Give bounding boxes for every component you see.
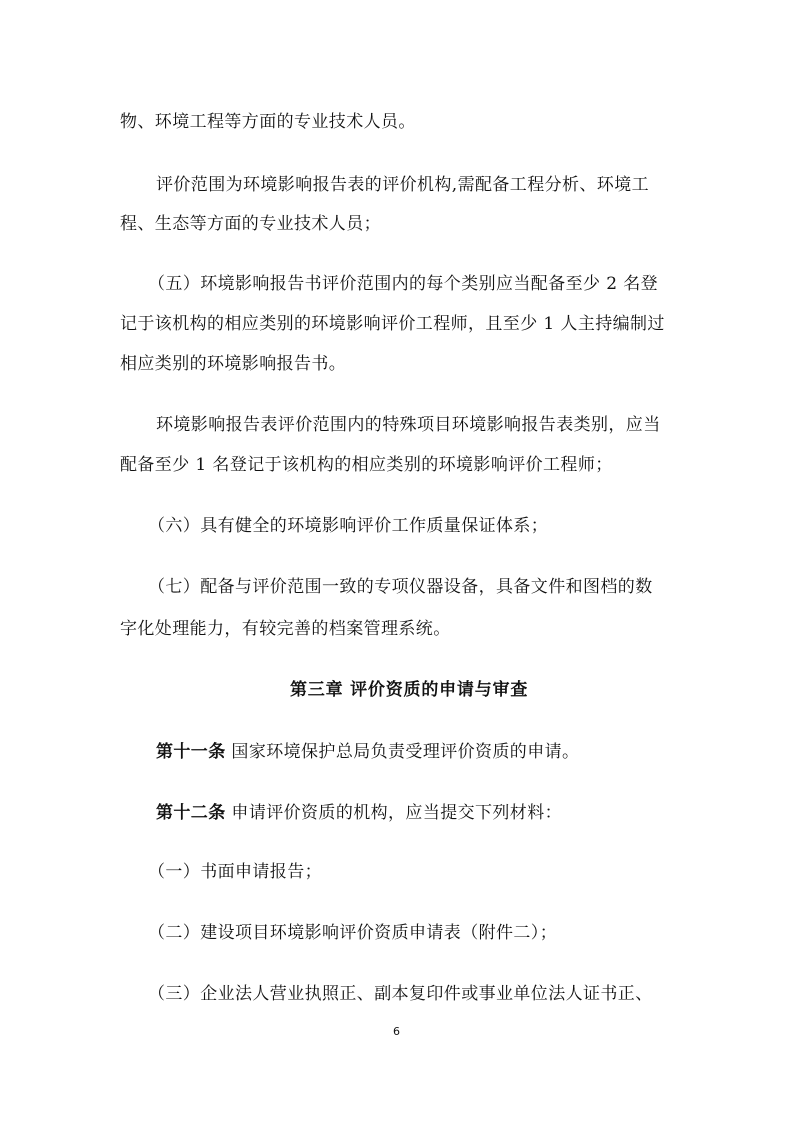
article-12-label: 第十二条 <box>156 803 226 823</box>
paragraph-line: 配备至少 1 名登记于该机构的相应类别的环境影响评价工程师； <box>120 455 613 475</box>
paragraph-line: （六）具有健全的环境影响评价工作质量保证体系； <box>148 516 549 536</box>
paragraph-line: 物、环境工程等方面的专业技术人员。 <box>120 112 416 132</box>
paragraph-line: 相应类别的环境影响报告书。 <box>120 354 347 374</box>
list-item: （一）书面申请报告； <box>148 862 322 882</box>
article-11-text: 国家环境保护总局负责受理评价资质的申请。 <box>225 742 580 762</box>
paragraph-line: 字化处理能力，有较完善的档案管理系统。 <box>120 619 451 639</box>
article-11 <box>156 740 579 764</box>
paragraph-line: （五）环境影响报告书评价范围内的每个类别应当配备至少 2 名登 <box>148 274 659 294</box>
paragraph-line: （七）配备与评价范围一致的专项仪器设备，具备文件和图档的数 <box>148 577 653 597</box>
paragraph-line: 记于该机构的相应类别的环境影响评价工程师，且至少 1 人主持编制过 <box>120 314 665 334</box>
paragraph-line: 程、生态等方面的专业技术人员； <box>120 214 381 234</box>
article-11-label: 第十一条 <box>156 742 226 762</box>
page-number: 6 <box>393 1025 400 1038</box>
chapter-title: 第三章 评价资质的申请与审查 <box>290 680 529 700</box>
paragraph-line: 评价范围为环境影响报告表的评价机构,需配备工程分析、环境工 <box>156 175 650 195</box>
article-12 <box>156 801 562 825</box>
list-item: （二）建设项目环境影响评价资质申请表（附件二）； <box>148 923 558 943</box>
article-12-text: 申请评价资质的机构，应当提交下列材料： <box>225 803 563 823</box>
list-item: （三）企业法人营业执照正、副本复印件或事业单位法人证书正、 <box>148 984 653 1004</box>
paragraph-line: 环境影响报告表评价范围内的特殊项目环境影响报告表类别，应当 <box>156 415 661 435</box>
